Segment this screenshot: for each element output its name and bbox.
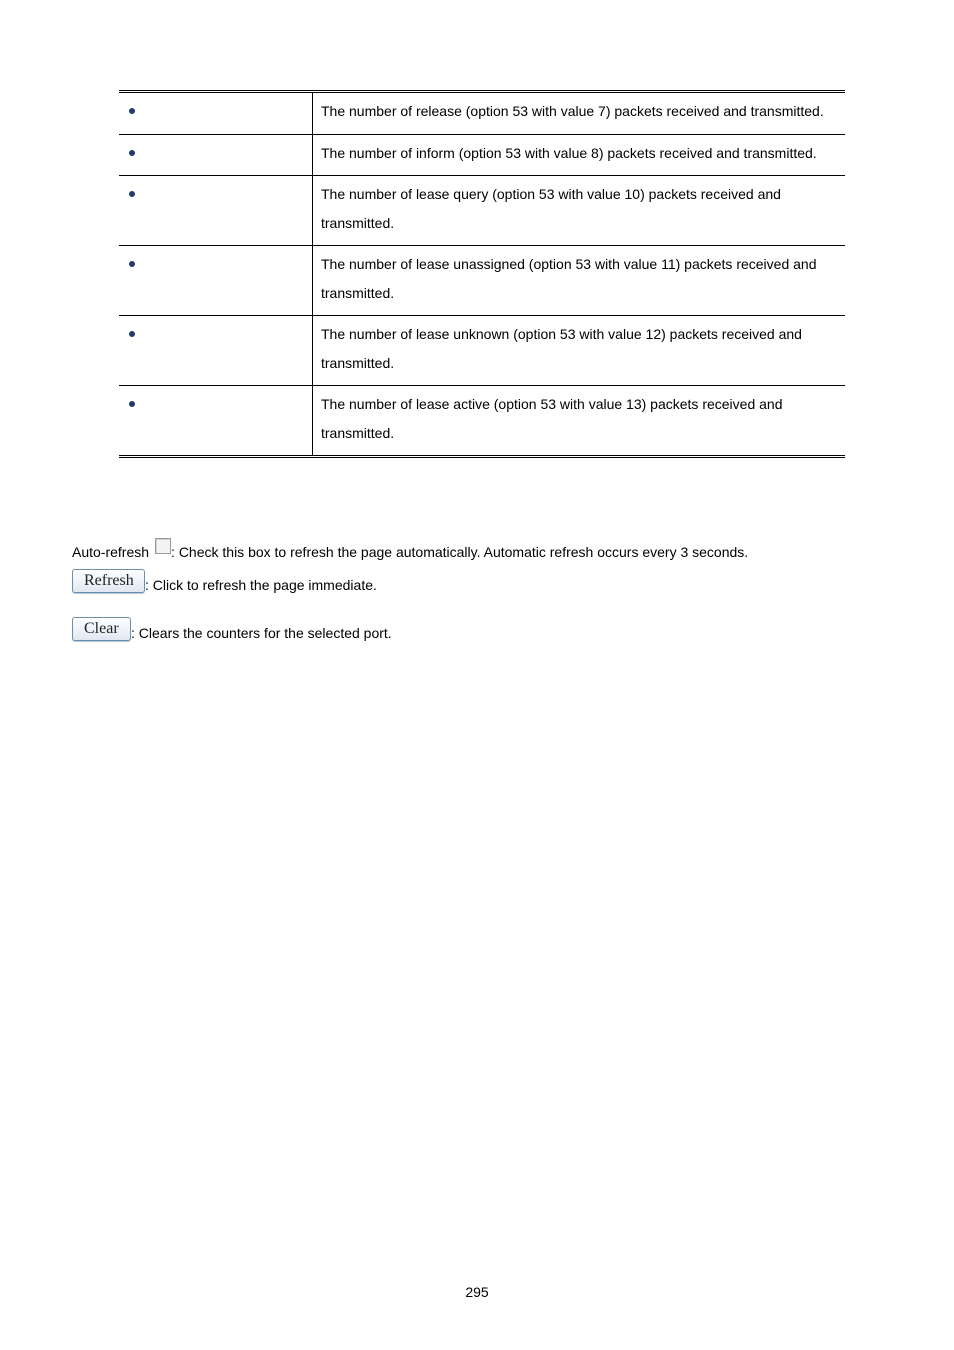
table-row <box>119 246 845 316</box>
counter-description-table-container <box>119 90 845 458</box>
description-cell: The number of lease query (option 53 with value 10) packets received and transmitted. <box>313 176 846 246</box>
bullet-icon <box>129 191 135 197</box>
table-row <box>119 92 845 135</box>
term-cell <box>119 134 313 176</box>
auto-refresh-label: Auto-refresh <box>72 544 150 560</box>
clear-note <box>72 617 392 641</box>
description-cell: The number of lease active (option 53 with value 13) packets received and transmitted. <box>313 386 846 457</box>
clear-button[interactable]: Clear <box>72 617 131 641</box>
clear-description: : Clears the counters for the selected port. <box>131 625 392 641</box>
bullet-icon <box>129 261 135 267</box>
description-cell: The number of release (option 53 with value 7) packets received and transmitted. <box>321 103 824 119</box>
table-row <box>119 316 845 386</box>
term-cell <box>119 176 313 246</box>
auto-refresh-note <box>72 544 748 560</box>
term-cell <box>119 92 313 135</box>
bullet-icon <box>129 108 135 114</box>
page-number: 295 <box>465 1284 489 1300</box>
table-row <box>119 176 845 246</box>
auto-refresh-checkbox[interactable] <box>155 538 171 554</box>
description-cell: The number of lease unassigned (option 53 with value 11) packets received and transmitted. <box>313 246 846 316</box>
description-cell: The number of lease unknown (option 53 with value 12) packets received and transmitted. <box>313 316 846 386</box>
bullet-icon <box>129 331 135 337</box>
bullet-icon <box>129 401 135 407</box>
refresh-button[interactable]: Refresh <box>72 569 145 593</box>
counter-description-table <box>119 90 845 458</box>
bullet-icon <box>129 150 135 156</box>
auto-refresh-description: : Check this box to refresh the page automatically. Automatic refresh occurs every 3 seconds. <box>171 544 749 560</box>
refresh-description: : Click to refresh the page immediate. <box>145 577 377 593</box>
table-row <box>119 386 845 457</box>
description-cell: The number of inform (option 53 with value 8) packets received and transmitted. <box>313 134 846 176</box>
table-row <box>119 134 845 176</box>
refresh-note <box>72 569 377 593</box>
term-cell <box>119 386 313 457</box>
term-cell <box>119 316 313 386</box>
term-cell <box>119 246 313 316</box>
